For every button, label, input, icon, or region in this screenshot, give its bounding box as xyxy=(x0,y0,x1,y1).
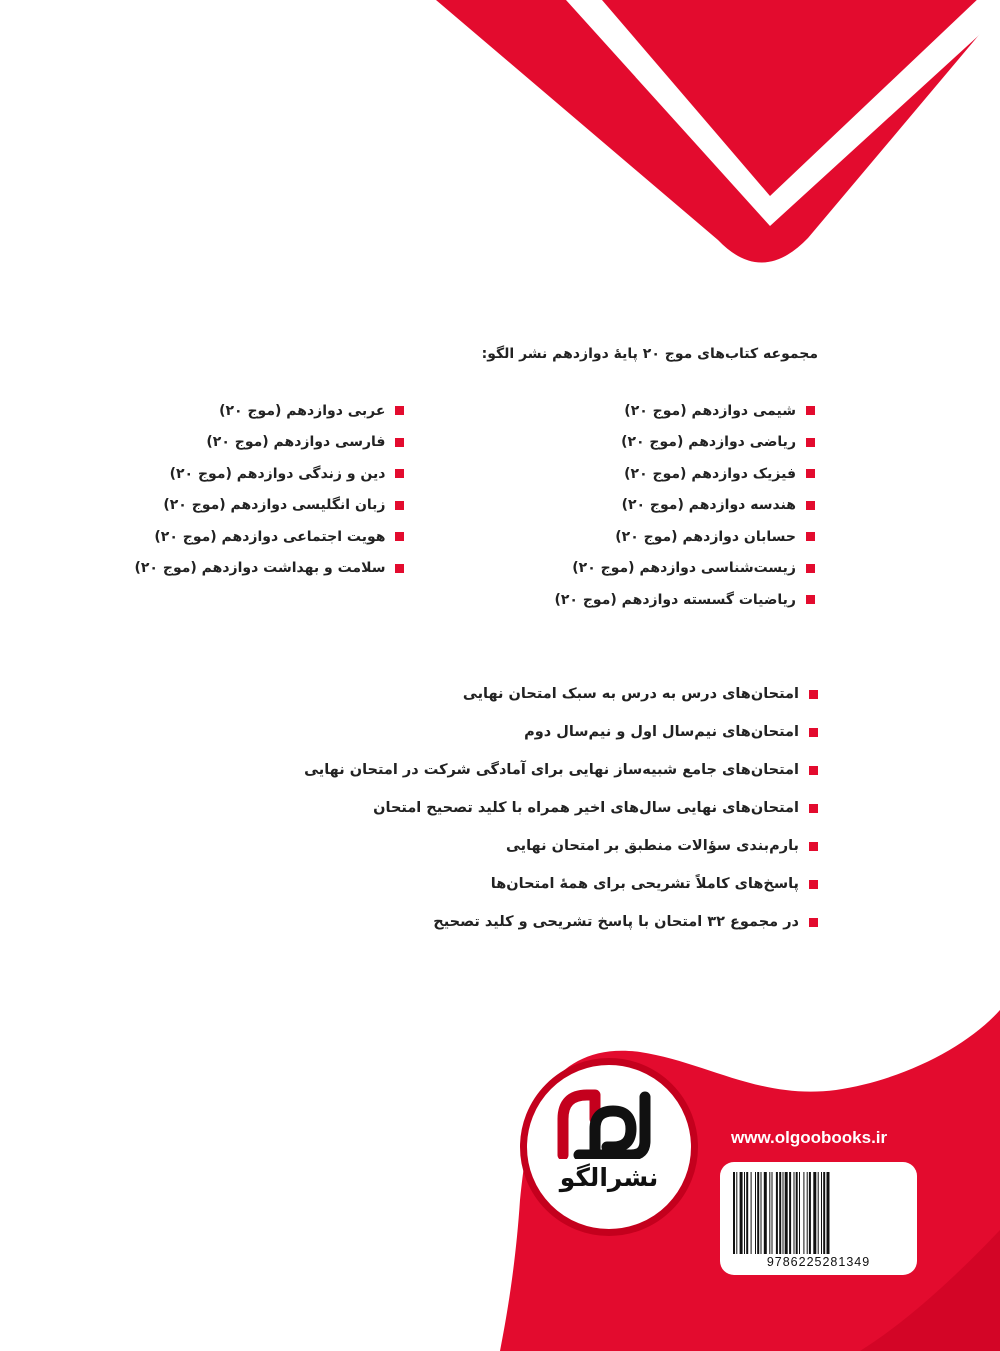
series-heading: مجموعه کتاب‌های موج ۲۰ پایهٔ دوازدهم نشر الگو: xyxy=(481,346,818,362)
barcode-bar xyxy=(744,1172,745,1254)
list-item: حسابان دوازدهم (موج ۲۰) xyxy=(554,521,815,553)
bullet-icon xyxy=(809,880,818,889)
barcode-bar xyxy=(776,1172,778,1254)
bullet-icon xyxy=(806,564,815,573)
bullet-icon xyxy=(809,842,818,851)
list-item: زبان انگلیسی دوازدهم (موج ۲۰) xyxy=(134,490,404,522)
feature-item: امتحان‌های درس به درس به سبک امتحان نهایی xyxy=(304,675,818,713)
barcode-bars-icon xyxy=(731,1172,906,1254)
bullet-icon xyxy=(809,918,818,927)
list-item: سلامت و بهداشت دوازدهم (موج ۲۰) xyxy=(134,553,404,585)
book-list-left-column xyxy=(134,395,404,616)
barcode-bar xyxy=(796,1172,798,1254)
bullet-icon xyxy=(806,595,815,604)
barcode-bar xyxy=(764,1172,767,1254)
barcode-bar xyxy=(733,1172,735,1254)
barcode-bar xyxy=(823,1172,825,1254)
barcode-bar xyxy=(799,1172,800,1254)
barcode-bar xyxy=(757,1172,759,1254)
barcode-bar xyxy=(769,1172,770,1254)
bullet-icon xyxy=(806,532,815,541)
barcode-bar xyxy=(821,1172,822,1254)
barcode-bar xyxy=(761,1172,762,1254)
feature-item: امتحان‌های نیم‌سال اول و نیم‌سال دوم xyxy=(304,713,818,751)
barcode-bar xyxy=(813,1172,816,1254)
feature-list xyxy=(304,675,818,941)
barcode-bar xyxy=(827,1172,830,1254)
publisher-logo xyxy=(520,1058,698,1236)
barcode-bar xyxy=(789,1172,791,1254)
list-item: هندسه دوازدهم (موج ۲۰) xyxy=(554,490,815,522)
barcode xyxy=(720,1162,917,1275)
bullet-icon xyxy=(809,728,818,737)
list-item: شیمی دوازدهم (موج ۲۰) xyxy=(554,395,815,427)
barcode-bar xyxy=(807,1172,808,1254)
list-item: عربی دوازدهم (موج ۲۰) xyxy=(134,395,404,427)
list-item: ریاضی دوازدهم (موج ۲۰) xyxy=(554,427,815,459)
feature-item: پاسخ‌های کاملاً تشریحی برای همهٔ امتحان‌ها xyxy=(304,865,818,903)
bullet-icon xyxy=(395,469,404,478)
website-url[interactable]: www.olgoobooks.ir xyxy=(731,1128,888,1147)
barcode-bar xyxy=(746,1172,748,1254)
book-list xyxy=(134,395,815,616)
list-item: زیست‌شناسی دوازدهم (موج ۲۰) xyxy=(554,553,815,585)
feature-item: امتحان‌های نهایی سال‌های اخیر همراه با کلید تصحیح امتحان xyxy=(304,789,818,827)
bullet-icon xyxy=(809,766,818,775)
barcode-bar xyxy=(736,1172,737,1254)
top-red-shape xyxy=(436,0,1000,263)
isbn-number: 9786225281349 xyxy=(766,1255,871,1269)
bullet-icon xyxy=(809,804,818,813)
barcode-bar xyxy=(772,1172,773,1254)
barcode-bar xyxy=(783,1172,784,1254)
bullet-icon xyxy=(395,438,404,447)
barcode-bar xyxy=(809,1172,811,1254)
barcode-bar xyxy=(755,1172,756,1254)
barcode-bar xyxy=(779,1172,781,1254)
barcode-bar xyxy=(785,1172,788,1254)
bullet-icon xyxy=(806,438,815,447)
barcode-bar xyxy=(794,1172,795,1254)
feature-item: در مجموع ۳۲ امتحان با پاسخ تشریحی و کلید تصحیح xyxy=(304,903,818,941)
list-item: هویت اجتماعی دوازدهم (موج ۲۰) xyxy=(134,521,404,553)
book-list-right-column xyxy=(554,395,815,616)
feature-item: بارم‌بندی سؤالات منطبق بر امتحان نهایی xyxy=(304,827,818,865)
list-item: فیزیک دوازدهم (موج ۲۰) xyxy=(554,458,815,490)
barcode-bar xyxy=(740,1172,743,1254)
list-item: ریاضیات گسسته دوازدهم (موج ۲۰) xyxy=(554,584,815,616)
bullet-icon xyxy=(806,406,815,415)
bullet-icon xyxy=(809,690,818,699)
bullet-icon xyxy=(806,469,815,478)
olgoo-logo-icon xyxy=(549,1089,669,1159)
list-item: فارسی دوازدهم (موج ۲۰) xyxy=(134,427,404,459)
feature-item: امتحان‌های جامع شبیه‌ساز نهایی برای آمادگی شرکت در امتحان نهایی xyxy=(304,751,818,789)
bullet-icon xyxy=(806,501,815,510)
bullet-icon xyxy=(395,406,404,415)
bullet-icon xyxy=(395,564,404,573)
barcode-bar xyxy=(751,1172,752,1254)
bullet-icon xyxy=(395,532,404,541)
publisher-name: نشرالگو xyxy=(559,1163,659,1192)
list-item: دین و زندگی دوازدهم (موج ۲۰) xyxy=(134,458,404,490)
barcode-bar xyxy=(803,1172,804,1254)
barcode-bar xyxy=(818,1172,819,1254)
bullet-icon xyxy=(395,501,404,510)
